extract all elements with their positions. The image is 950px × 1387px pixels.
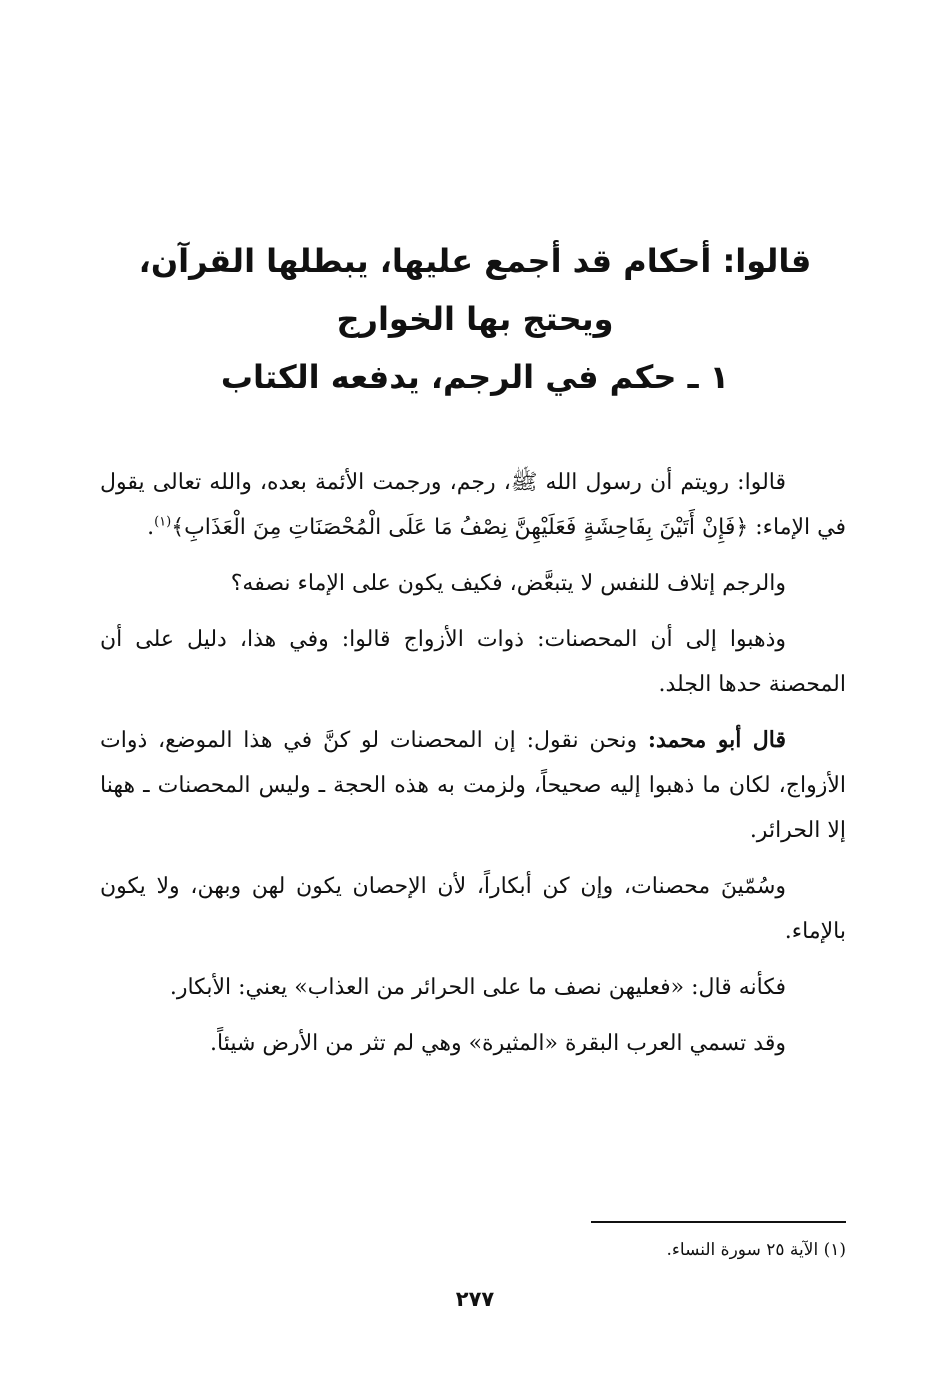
paragraph-1	[100, 460, 846, 550]
footnote: (١) الآية ٢٥ سورة النساء.	[666, 1240, 846, 1260]
body-text	[100, 460, 846, 1077]
paragraph-1-text: قالوا: رويتم أن رسول الله ﷺ، رجم، ورجمت الأئمة بعده، والله تعالى يقول في الإماء:	[100, 470, 846, 540]
paragraph-3: وذهبوا إلى أن المحصنات: ذوات الأزواج قالوا: وفي هذا، دليل على أن المحصنة حدها الجلد.	[100, 627, 846, 697]
paragraph-7: وقد تسمي العرب البقرة «المثيرة» وهي لم تثر من الأرض شيئاً.	[210, 1031, 786, 1056]
chapter-heading	[100, 232, 850, 406]
page-number: ٢٧٧	[455, 1287, 495, 1311]
speaker-label: قال أبو محمد:	[647, 727, 786, 753]
paragraph-5: وسُمّينَ محصنات، وإن كن أبكاراً، لأن الإحصان يكون لهن وبهن، ولا يكون بالإماء.	[100, 874, 846, 944]
paragraph-6: فكأنه قال: «فعليهن نصف ما على الحرائر من العذاب» يعني: الأبكار.	[169, 975, 786, 1000]
paragraph-4-text: ونحن نقول: إن المحصنات لو كنَّ في هذا الموضع، ذوات الأزواج، لكان ما ذهبوا إليه صحيحاً، ولزمت به هذه الحجة ـ وليس المحصنات ـ ههنا إلا الحرائر.	[100, 728, 846, 843]
heading-line-1: قالوا: أحكام قد أجمع عليها، يبطلها القرآن،	[138, 242, 812, 280]
footnote-divider	[591, 1221, 846, 1223]
paragraph-4	[100, 718, 846, 853]
paragraph-1-end: .	[147, 515, 155, 540]
quran-verse: ﴿فَإِنْ أَتَيْنَ بِفَاحِشَةٍ فَعَلَيْهِنَّ نِصْفُ مَا عَلَى الْمُحْصَنَاتِ مِنَ الْعَذَابِ﴾	[171, 515, 749, 540]
heading-line-2: ويحتج بها الخوارج	[336, 300, 614, 338]
heading-line-3: ١ ـ حكم في الرجم، يدفعه الكتاب	[220, 358, 730, 396]
paragraph-2: والرجم إتلاف للنفس لا يتبعَّض، فكيف يكون على الإماء نصفه؟	[230, 571, 786, 596]
footnote-reference[interactable]: (١)	[154, 514, 172, 530]
